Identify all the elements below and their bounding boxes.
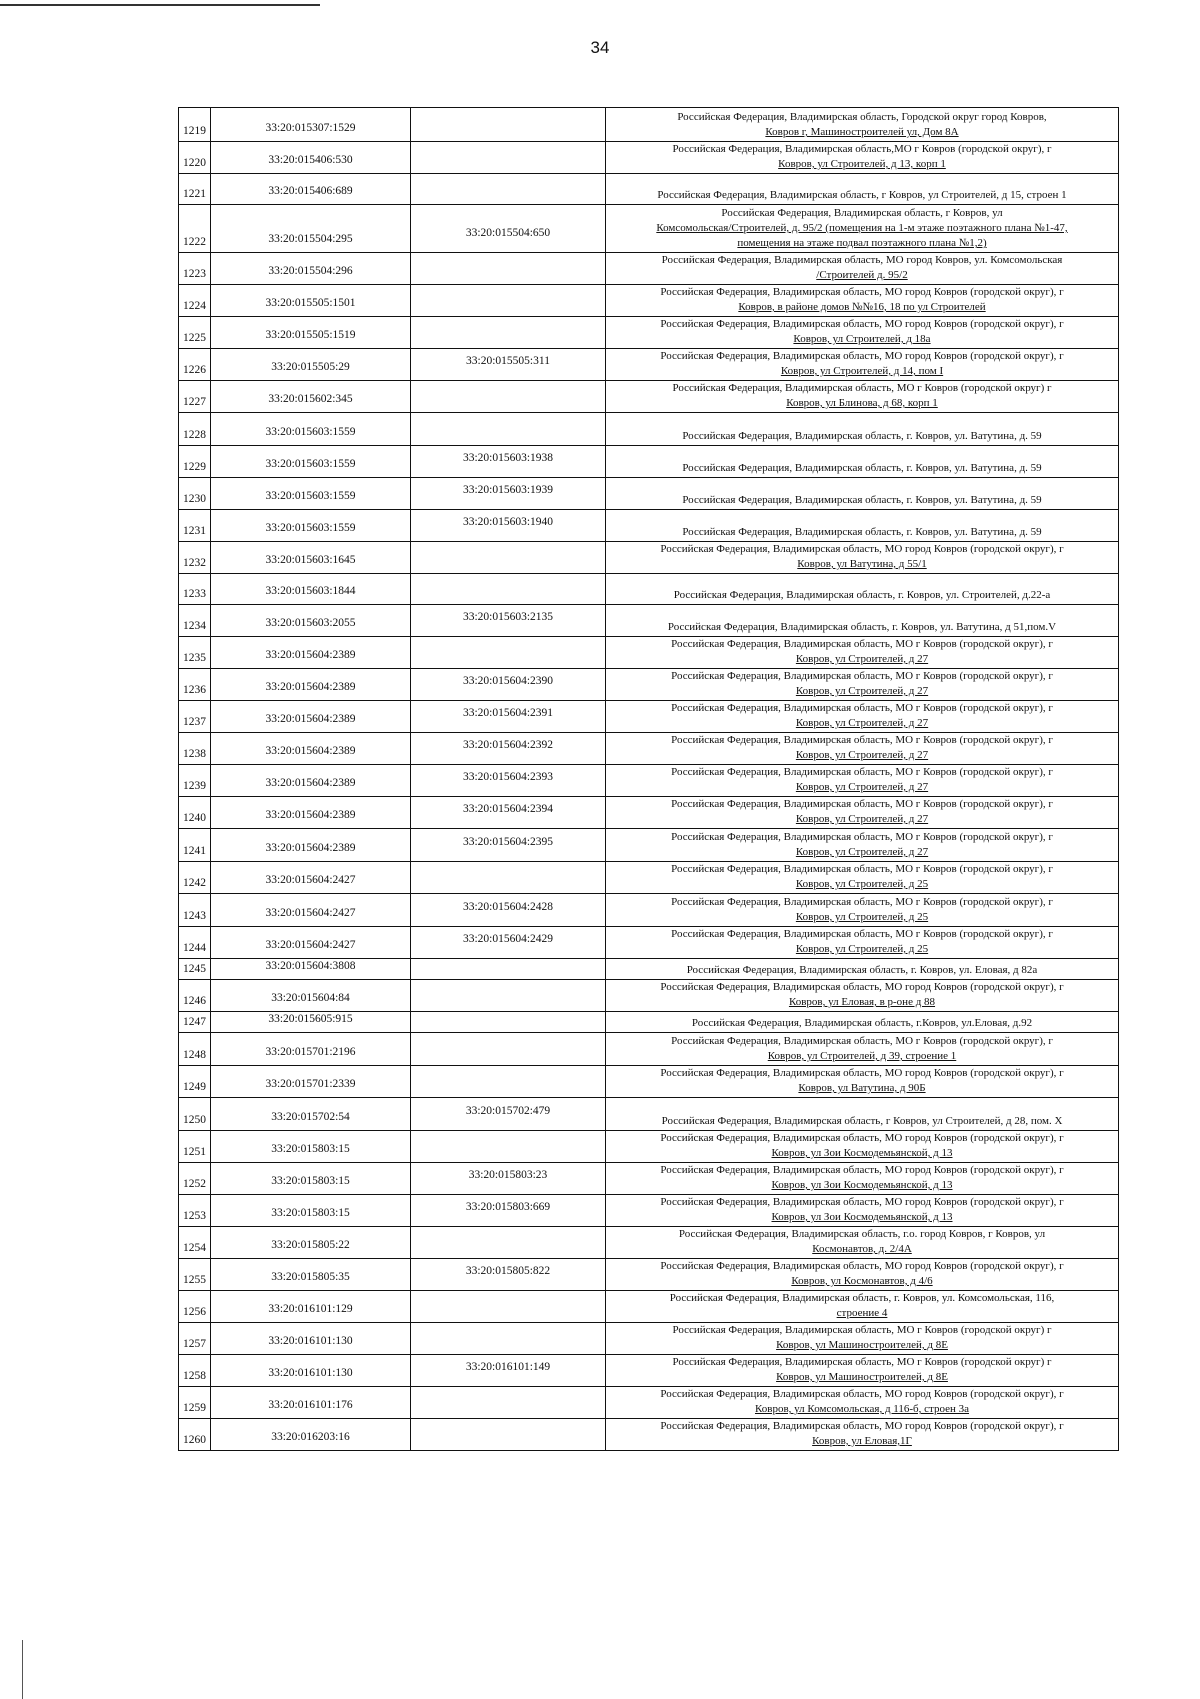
building-cadastral-number bbox=[411, 1227, 606, 1259]
address-line: Космонавтов, д. 2/4А bbox=[812, 1243, 912, 1255]
address-cell bbox=[606, 927, 1119, 959]
cadastral-number: 33:20:015505:1501 bbox=[211, 285, 411, 317]
address-line: Ковров, ул Строителей, д 25 bbox=[795, 943, 929, 955]
row-number: 1249 bbox=[179, 1066, 211, 1098]
address-line: помещения на этаже подвал поэтажного плана №1,2) bbox=[737, 237, 987, 249]
row-number: 1236 bbox=[179, 669, 211, 701]
address-line: Российская Федерация, Владимирская область, МО г Ковров (городской округ) г bbox=[672, 1356, 1052, 1368]
table-row bbox=[179, 1355, 1119, 1387]
building-cadastral-number bbox=[411, 1291, 606, 1323]
row-number: 1250 bbox=[179, 1098, 211, 1131]
building-cadastral-number: 33:20:015604:2393 bbox=[411, 765, 606, 797]
cadastral-number: 33:20:015602:345 bbox=[211, 381, 411, 413]
cadastral-number: 33:20:015604:84 bbox=[211, 980, 411, 1012]
address-cell bbox=[606, 1195, 1119, 1227]
address-cell bbox=[606, 285, 1119, 317]
cadastral-number: 33:20:016101:130 bbox=[211, 1323, 411, 1355]
address-line: Российская Федерация, Владимирская область, г. Ковров, ул. Ватутина, д. 59 bbox=[682, 430, 1042, 442]
cadastral-number: 33:20:015805:35 bbox=[211, 1259, 411, 1291]
address-line: Российская Федерация, Владимирская область, г. Ковров, ул. Ватутина, д 51,пом.V bbox=[667, 621, 1057, 633]
table-row bbox=[179, 413, 1119, 446]
address-cell bbox=[606, 574, 1119, 605]
table-row bbox=[179, 669, 1119, 701]
address-line: Российская Федерация, Владимирская область, МО город Ковров (городской округ), г bbox=[660, 350, 1064, 362]
row-number: 1253 bbox=[179, 1195, 211, 1227]
row-number: 1247 bbox=[179, 1012, 211, 1033]
cadastral-number: 33:20:015604:2389 bbox=[211, 701, 411, 733]
row-number: 1225 bbox=[179, 317, 211, 349]
building-cadastral-number: 33:20:015603:1938 bbox=[411, 446, 606, 478]
address-line: Российская Федерация, Владимирская область, МО город Ковров (городской округ), г bbox=[660, 1260, 1064, 1272]
building-cadastral-number: 33:20:016101:149 bbox=[411, 1355, 606, 1387]
cadastral-number: 33:20:015605:915 bbox=[211, 1012, 411, 1033]
row-number: 1232 bbox=[179, 542, 211, 574]
cadastral-number: 33:20:015604:2427 bbox=[211, 894, 411, 927]
table-row bbox=[179, 285, 1119, 317]
table-row bbox=[179, 253, 1119, 285]
address-line: Российская Федерация, Владимирская область, МО г Ковров (городской округ), г bbox=[671, 1035, 1053, 1047]
building-cadastral-number bbox=[411, 174, 606, 205]
cadastral-number: 33:20:015604:2427 bbox=[211, 862, 411, 894]
cadastral-number: 33:20:015701:2196 bbox=[211, 1033, 411, 1066]
row-number: 1237 bbox=[179, 701, 211, 733]
address-line: Российская Федерация, Владимирская область, г.Ковров, ул.Еловая, д.92 bbox=[691, 1017, 1033, 1029]
table-row bbox=[179, 542, 1119, 574]
address-line: Ковров, ул Строителей, д 18а bbox=[793, 333, 931, 345]
table-row bbox=[179, 510, 1119, 542]
row-number: 1231 bbox=[179, 510, 211, 542]
cadastral-number: 33:20:015603:1645 bbox=[211, 542, 411, 574]
address-line: Российская Федерация, Владимирская область, МО г Ковров (городской округ), г bbox=[671, 670, 1053, 682]
address-cell bbox=[606, 733, 1119, 765]
row-number: 1244 bbox=[179, 927, 211, 959]
address-line: Российская Федерация, Владимирская область, МО г Ковров (городской округ), г bbox=[671, 702, 1053, 714]
address-cell bbox=[606, 1323, 1119, 1355]
address-line: Российская Федерация, Владимирская область, МО г Ковров (городской округ), г bbox=[671, 798, 1053, 810]
property-register-table bbox=[178, 107, 1119, 1451]
address-cell bbox=[606, 478, 1119, 510]
address-line: Российская Федерация, Владимирская область, МО город Ковров, ул. Комсомольская bbox=[661, 254, 1063, 266]
address-line: Российская Федерация, Владимирская область, МО город Ковров (городской округ), г bbox=[660, 1420, 1064, 1432]
building-cadastral-number: 33:20:015504:650 bbox=[411, 205, 606, 253]
address-line: Российская Федерация, Владимирская область, МО г Ковров (городской округ), г bbox=[671, 638, 1053, 650]
table-row bbox=[179, 1131, 1119, 1163]
address-line: Ковров, в районе домов №№16, 18 по ул Строителей bbox=[738, 301, 986, 313]
building-cadastral-number bbox=[411, 142, 606, 174]
address-line: Ковров, ул Космонавтов, д 4/6 bbox=[791, 1275, 933, 1287]
address-line: Ковров, ул Еловая, в р-оне д 88 bbox=[788, 996, 936, 1008]
address-line: Ковров, ул Строителей, д 27 bbox=[795, 781, 929, 793]
address-line: Комсомольская/Строителей, д. 95/2 (помещения на 1-м этаже поэтажного плана №1-47, bbox=[656, 222, 1068, 234]
row-number: 1239 bbox=[179, 765, 211, 797]
address-cell bbox=[606, 980, 1119, 1012]
address-cell bbox=[606, 959, 1119, 980]
cadastral-number: 33:20:015505:1519 bbox=[211, 317, 411, 349]
building-cadastral-number bbox=[411, 1323, 606, 1355]
address-cell bbox=[606, 701, 1119, 733]
table-row bbox=[179, 733, 1119, 765]
row-number: 1228 bbox=[179, 413, 211, 446]
address-cell bbox=[606, 446, 1119, 478]
building-cadastral-number: 33:20:015603:1939 bbox=[411, 478, 606, 510]
cadastral-number: 33:20:015604:2389 bbox=[211, 637, 411, 669]
table-row bbox=[179, 446, 1119, 478]
address-line: Российская Федерация, Владимирская область, МО г Ковров (городской округ), г bbox=[671, 928, 1053, 940]
address-line: Ковров, ул Зои Космодемьянской, д 13 bbox=[771, 1147, 953, 1159]
cadastral-number: 33:20:015701:2339 bbox=[211, 1066, 411, 1098]
building-cadastral-number bbox=[411, 108, 606, 142]
cadastral-number: 33:20:016101:129 bbox=[211, 1291, 411, 1323]
table-row bbox=[179, 317, 1119, 349]
address-line: Ковров, ул Строителей, д 27 bbox=[795, 846, 929, 858]
address-line: Российская Федерация, Владимирская область, МО город Ковров (городской округ), г bbox=[660, 981, 1064, 993]
address-line: Ковров, ул Ватутина, д 90Б bbox=[798, 1082, 926, 1094]
row-number: 1222 bbox=[179, 205, 211, 253]
table-row bbox=[179, 1291, 1119, 1323]
address-cell bbox=[606, 1033, 1119, 1066]
building-cadastral-number: 33:20:015604:2394 bbox=[411, 797, 606, 829]
table-row bbox=[179, 701, 1119, 733]
row-number: 1220 bbox=[179, 142, 211, 174]
address-cell bbox=[606, 174, 1119, 205]
cadastral-number: 33:20:015307:1529 bbox=[211, 108, 411, 142]
address-line: Российская Федерация, Владимирская область, МО г Ковров (городской округ) г bbox=[672, 1324, 1052, 1336]
row-number: 1248 bbox=[179, 1033, 211, 1066]
row-number: 1219 bbox=[179, 108, 211, 142]
cadastral-number: 33:20:016203:16 bbox=[211, 1419, 411, 1451]
building-cadastral-number: 33:20:015604:2395 bbox=[411, 829, 606, 862]
building-cadastral-number: 33:20:015702:479 bbox=[411, 1098, 606, 1131]
address-line: Российская Федерация, Владимирская область, МО город Ковров (городской округ), г bbox=[660, 1164, 1064, 1176]
cadastral-number: 33:20:015604:2389 bbox=[211, 829, 411, 862]
address-line: Ковров, ул Зои Космодемьянской, д 13 bbox=[771, 1211, 953, 1223]
scan-edge-top bbox=[0, 4, 320, 6]
row-number: 1256 bbox=[179, 1291, 211, 1323]
cadastral-number: 33:20:015406:530 bbox=[211, 142, 411, 174]
page-number: 34 bbox=[590, 38, 610, 57]
cadastral-number: 33:20:015604:2389 bbox=[211, 797, 411, 829]
address-line: Российская Федерация, Владимирская область, Городской округ город Ковров, bbox=[677, 111, 1047, 123]
table-row bbox=[179, 637, 1119, 669]
row-number: 1242 bbox=[179, 862, 211, 894]
building-cadastral-number bbox=[411, 253, 606, 285]
address-cell bbox=[606, 142, 1119, 174]
address-cell bbox=[606, 1012, 1119, 1033]
address-cell bbox=[606, 797, 1119, 829]
building-cadastral-number bbox=[411, 381, 606, 413]
row-number: 1235 bbox=[179, 637, 211, 669]
building-cadastral-number bbox=[411, 285, 606, 317]
address-cell bbox=[606, 829, 1119, 862]
row-number: 1252 bbox=[179, 1163, 211, 1195]
address-line: Российская Федерация, Владимирская область, г. Ковров, ул. Ватутина, д. 59 bbox=[682, 494, 1042, 506]
row-number: 1260 bbox=[179, 1419, 211, 1451]
address-line: /Строителей д. 95/2 bbox=[816, 269, 908, 281]
table-row bbox=[179, 478, 1119, 510]
cadastral-number: 33:20:015604:2389 bbox=[211, 669, 411, 701]
address-line: Российская Федерация, Владимирская область, МО г Ковров (городской округ) г bbox=[672, 382, 1052, 394]
table-row bbox=[179, 1033, 1119, 1066]
address-line: Российская Федерация, Владимирская область, г. Ковров, ул. Ватутина, д. 59 bbox=[682, 462, 1042, 474]
table-row bbox=[179, 574, 1119, 605]
address-line: Ковров, ул Машиностроителей, д 8Е bbox=[776, 1339, 948, 1351]
address-cell bbox=[606, 637, 1119, 669]
address-cell bbox=[606, 108, 1119, 142]
table-row bbox=[179, 1387, 1119, 1419]
cadastral-number: 33:20:015803:15 bbox=[211, 1131, 411, 1163]
table-row bbox=[179, 605, 1119, 637]
building-cadastral-number bbox=[411, 637, 606, 669]
building-cadastral-number bbox=[411, 542, 606, 574]
cadastral-number: 33:20:016101:176 bbox=[211, 1387, 411, 1419]
address-cell bbox=[606, 542, 1119, 574]
scan-edge-left bbox=[22, 1640, 23, 1699]
row-number: 1245 bbox=[179, 959, 211, 980]
address-line: строение 4 bbox=[836, 1307, 888, 1319]
address-line: Российская Федерация, Владимирская область, г Ковров, ул Строителей, д 15, строен 1 bbox=[657, 189, 1067, 201]
address-cell bbox=[606, 1355, 1119, 1387]
table-row bbox=[179, 765, 1119, 797]
cadastral-number: 33:20:015504:296 bbox=[211, 253, 411, 285]
address-cell bbox=[606, 1098, 1119, 1131]
table-row bbox=[179, 1098, 1119, 1131]
row-number: 1254 bbox=[179, 1227, 211, 1259]
cadastral-number: 33:20:015603:1559 bbox=[211, 478, 411, 510]
cadastral-number: 33:20:015604:3808 bbox=[211, 959, 411, 980]
building-cadastral-number bbox=[411, 574, 606, 605]
address-cell bbox=[606, 669, 1119, 701]
cadastral-number: 33:20:015604:2389 bbox=[211, 765, 411, 797]
address-line: Российская Федерация, Владимирская область, МО г Ковров (городской округ), г bbox=[671, 863, 1053, 875]
address-line: Ковров, ул Строителей, д 25 bbox=[795, 878, 929, 890]
address-line: Российская Федерация, Владимирская область, г. Ковров, ул. Строителей, д.22-а bbox=[673, 589, 1051, 601]
cadastral-number: 33:20:015504:295 bbox=[211, 205, 411, 253]
address-cell bbox=[606, 862, 1119, 894]
table-row bbox=[179, 142, 1119, 174]
address-line: Ковров, ул Машиностроителей, д 8Е bbox=[776, 1371, 948, 1383]
table-row bbox=[179, 1259, 1119, 1291]
cadastral-number: 33:20:015803:15 bbox=[211, 1195, 411, 1227]
building-cadastral-number bbox=[411, 862, 606, 894]
cadastral-number: 33:20:015604:2389 bbox=[211, 733, 411, 765]
address-cell bbox=[606, 349, 1119, 381]
row-number: 1230 bbox=[179, 478, 211, 510]
row-number: 1226 bbox=[179, 349, 211, 381]
table-row bbox=[179, 174, 1119, 205]
address-line: Российская Федерация, Владимирская область, МО город Ковров (городской округ), г bbox=[660, 1388, 1064, 1400]
building-cadastral-number bbox=[411, 1131, 606, 1163]
address-line: Ковров, ул Блинова, д 68, корп 1 bbox=[786, 397, 938, 409]
address-line: Российская Федерация, Владимирская область, г. Ковров, ул. Еловая, д 82а bbox=[686, 964, 1038, 976]
building-cadastral-number bbox=[411, 1033, 606, 1066]
address-line: Ковров г, Машиностроителей ул, Дом 8А bbox=[765, 126, 959, 138]
address-line: Российская Федерация, Владимирская область, МО г Ковров (городской округ), г bbox=[671, 896, 1053, 908]
address-line: Российская Федерация, Владимирская область,МО г Ковров (городской округ), г bbox=[672, 143, 1052, 155]
row-number: 1241 bbox=[179, 829, 211, 862]
row-number: 1258 bbox=[179, 1355, 211, 1387]
address-line: Российская Федерация, Владимирская область, г. Ковров, ул. Ватутина, д. 59 bbox=[682, 526, 1042, 538]
building-cadastral-number: 33:20:015604:2428 bbox=[411, 894, 606, 927]
cadastral-number: 33:20:015603:1559 bbox=[211, 413, 411, 446]
address-line: Российская Федерация, Владимирская область, МО г Ковров (городской округ), г bbox=[671, 734, 1053, 746]
building-cadastral-number bbox=[411, 317, 606, 349]
table-row bbox=[179, 1012, 1119, 1033]
address-line: Российская Федерация, Владимирская область, г Ковров, ул bbox=[721, 207, 1003, 219]
address-cell bbox=[606, 510, 1119, 542]
row-number: 1223 bbox=[179, 253, 211, 285]
building-cadastral-number: 33:20:015604:2392 bbox=[411, 733, 606, 765]
table-row bbox=[179, 980, 1119, 1012]
address-line: Российская Федерация, Владимирская область, МО город Ковров (городской округ), г bbox=[660, 543, 1064, 555]
table-row bbox=[179, 1066, 1119, 1098]
address-cell bbox=[606, 1387, 1119, 1419]
row-number: 1233 bbox=[179, 574, 211, 605]
building-cadastral-number bbox=[411, 1012, 606, 1033]
table-row bbox=[179, 1163, 1119, 1195]
address-cell bbox=[606, 317, 1119, 349]
address-cell bbox=[606, 381, 1119, 413]
address-cell bbox=[606, 1163, 1119, 1195]
building-cadastral-number: 33:20:015604:2391 bbox=[411, 701, 606, 733]
row-number: 1246 bbox=[179, 980, 211, 1012]
cadastral-number: 33:20:015604:2427 bbox=[211, 927, 411, 959]
cadastral-number: 33:20:015505:29 bbox=[211, 349, 411, 381]
address-cell bbox=[606, 1066, 1119, 1098]
address-line: Российская Федерация, Владимирская область, МО город Ковров (городской округ), г bbox=[660, 318, 1064, 330]
address-line: Ковров, ул Ватутина, д 55/1 bbox=[797, 558, 927, 570]
building-cadastral-number: 33:20:015603:1940 bbox=[411, 510, 606, 542]
cadastral-number: 33:20:015805:22 bbox=[211, 1227, 411, 1259]
address-cell bbox=[606, 1131, 1119, 1163]
register-body bbox=[179, 108, 1119, 1451]
building-cadastral-number: 33:20:015805:822 bbox=[411, 1259, 606, 1291]
cadastral-number: 33:20:016101:130 bbox=[211, 1355, 411, 1387]
address-cell bbox=[606, 1227, 1119, 1259]
address-cell bbox=[606, 1419, 1119, 1451]
address-line: Ковров, ул Строителей, д 27 bbox=[795, 749, 929, 761]
table-row bbox=[179, 1419, 1119, 1451]
address-line: Ковров, ул Строителей, д 27 bbox=[795, 717, 929, 729]
address-line: Ковров, ул Строителей, д 39, строение 1 bbox=[767, 1050, 957, 1062]
table-row bbox=[179, 927, 1119, 959]
address-line: Ковров, ул Строителей, д 25 bbox=[795, 911, 929, 923]
cadastral-number: 33:20:015803:15 bbox=[211, 1163, 411, 1195]
row-number: 1255 bbox=[179, 1259, 211, 1291]
table-row bbox=[179, 797, 1119, 829]
address-cell bbox=[606, 1259, 1119, 1291]
row-number: 1227 bbox=[179, 381, 211, 413]
address-cell bbox=[606, 205, 1119, 253]
table-row bbox=[179, 349, 1119, 381]
address-line: Ковров, ул Строителей, д 27 bbox=[795, 685, 929, 697]
table-row bbox=[179, 1227, 1119, 1259]
address-line: Российская Федерация, Владимирская область, МО город Ковров (городской округ), г bbox=[660, 1067, 1064, 1079]
row-number: 1259 bbox=[179, 1387, 211, 1419]
cadastral-number: 33:20:015603:1559 bbox=[211, 510, 411, 542]
address-line: Российская Федерация, Владимирская область, г. Ковров, ул. Комсомольская, 116, bbox=[669, 1292, 1055, 1304]
address-cell bbox=[606, 253, 1119, 285]
address-cell bbox=[606, 894, 1119, 927]
building-cadastral-number bbox=[411, 1419, 606, 1451]
building-cadastral-number bbox=[411, 980, 606, 1012]
address-line: Российская Федерация, Владимирская область, г.о. город Ковров, г Ковров, ул bbox=[678, 1228, 1046, 1240]
address-line: Ковров, ул Комсомольская, д 116-б, строен 3а bbox=[754, 1403, 970, 1415]
table-row bbox=[179, 959, 1119, 980]
address-cell bbox=[606, 765, 1119, 797]
row-number: 1240 bbox=[179, 797, 211, 829]
building-cadastral-number: 33:20:015604:2429 bbox=[411, 927, 606, 959]
building-cadastral-number: 33:20:015505:311 bbox=[411, 349, 606, 381]
address-line: Российская Федерация, Владимирская область, МО г Ковров (городской округ), г bbox=[671, 766, 1053, 778]
address-line: Ковров, ул Еловая,1Г bbox=[812, 1435, 912, 1447]
cadastral-number: 33:20:015603:2055 bbox=[211, 605, 411, 637]
address-line: Российская Федерация, Владимирская область, МО г Ковров (городской округ), г bbox=[671, 831, 1053, 843]
table-row bbox=[179, 1195, 1119, 1227]
row-number: 1224 bbox=[179, 285, 211, 317]
address-line: Ковров, ул Строителей, д 14, пом I bbox=[780, 365, 944, 377]
row-number: 1238 bbox=[179, 733, 211, 765]
address-line: Российская Федерация, Владимирская область, г Ковров, ул Строителей, д 28, пом. X bbox=[661, 1115, 1063, 1127]
table-row bbox=[179, 381, 1119, 413]
row-number: 1221 bbox=[179, 174, 211, 205]
cadastral-number: 33:20:015603:1559 bbox=[211, 446, 411, 478]
table-row bbox=[179, 1323, 1119, 1355]
address-line: Ковров, ул Зои Космодемьянской, д 13 bbox=[771, 1179, 953, 1191]
row-number: 1243 bbox=[179, 894, 211, 927]
row-number: 1257 bbox=[179, 1323, 211, 1355]
building-cadastral-number: 33:20:015604:2390 bbox=[411, 669, 606, 701]
table-row bbox=[179, 894, 1119, 927]
building-cadastral-number bbox=[411, 959, 606, 980]
row-number: 1229 bbox=[179, 446, 211, 478]
row-number: 1251 bbox=[179, 1131, 211, 1163]
building-cadastral-number bbox=[411, 413, 606, 446]
address-line: Российская Федерация, Владимирская область, МО город Ковров (городской округ), г bbox=[660, 1132, 1064, 1144]
address-line: Российская Федерация, Владимирская область, МО город Ковров (городской округ), г bbox=[660, 286, 1064, 298]
cadastral-number: 33:20:015406:689 bbox=[211, 174, 411, 205]
address-line: Российская Федерация, Владимирская область, МО город Ковров (городской округ), г bbox=[660, 1196, 1064, 1208]
table-row bbox=[179, 829, 1119, 862]
building-cadastral-number bbox=[411, 1066, 606, 1098]
cadastral-number: 33:20:015603:1844 bbox=[211, 574, 411, 605]
address-cell bbox=[606, 605, 1119, 637]
building-cadastral-number: 33:20:015603:2135 bbox=[411, 605, 606, 637]
address-line: Ковров, ул Строителей, д 13, корп 1 bbox=[778, 158, 946, 170]
address-line: Ковров, ул Строителей, д 27 bbox=[795, 813, 929, 825]
cadastral-number: 33:20:015702:54 bbox=[211, 1098, 411, 1131]
address-cell bbox=[606, 413, 1119, 446]
table-row bbox=[179, 205, 1119, 253]
address-cell bbox=[606, 1291, 1119, 1323]
building-cadastral-number: 33:20:015803:669 bbox=[411, 1195, 606, 1227]
building-cadastral-number: 33:20:015803:23 bbox=[411, 1163, 606, 1195]
row-number: 1234 bbox=[179, 605, 211, 637]
table-row bbox=[179, 862, 1119, 894]
table-row bbox=[179, 108, 1119, 142]
building-cadastral-number bbox=[411, 1387, 606, 1419]
address-line: Ковров, ул Строителей, д 27 bbox=[795, 653, 929, 665]
